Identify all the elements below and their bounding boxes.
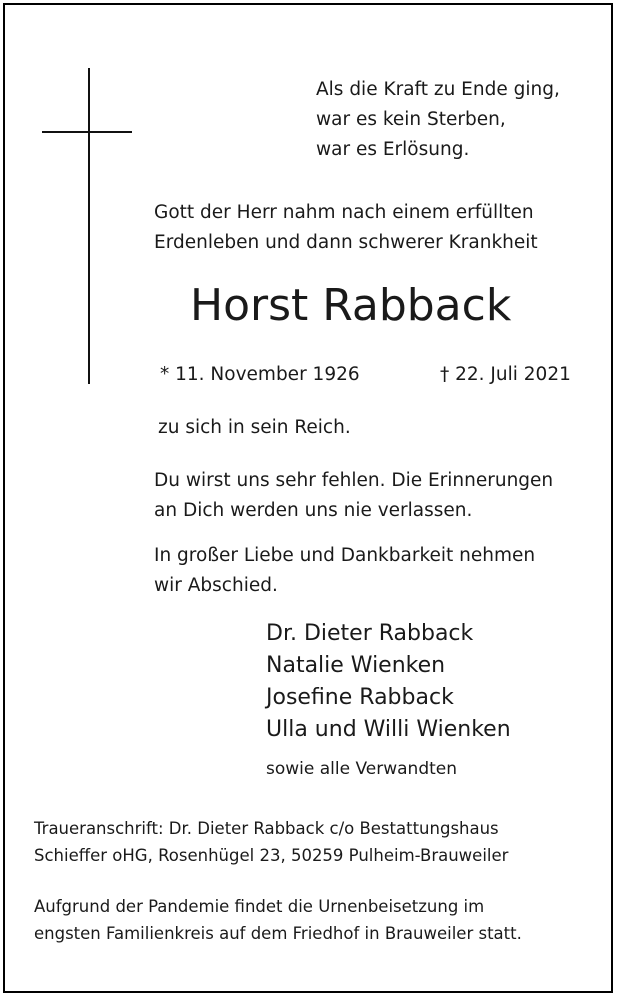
miss-text <box>154 466 553 526</box>
address-line: Traueranschrift: Dr. Dieter Rabback c/o Bestattungshaus <box>34 819 499 838</box>
mourner-name: Josefine Rabback <box>266 685 454 710</box>
birth-date: * 11. November 1926 <box>160 364 360 385</box>
mourner-name: Ulla und Willi Wienken <box>266 717 511 742</box>
cross-vertical-bar <box>88 68 90 384</box>
miss-line: an Dich werden uns nie verlassen. <box>154 500 473 521</box>
mourner-name: Natalie Wienken <box>266 653 446 678</box>
mourning-address <box>34 815 508 869</box>
farewell-text <box>154 541 535 601</box>
mourner-name: Dr. Dieter Rabback <box>266 621 474 646</box>
deceased-name: Horst Rabback <box>190 280 512 331</box>
farewell-line: In großer Liebe und Dankbarkeit nehmen <box>154 545 536 566</box>
cross-horizontal-bar <box>42 131 132 133</box>
notice-line: Aufgrund der Pandemie findet die Urnenbeisetzung im <box>34 897 485 916</box>
intro-text <box>154 198 538 258</box>
verse-line: war es kein Sterben, <box>316 109 506 130</box>
intro-line: Erdenleben und dann schwerer Krankheit <box>154 232 538 253</box>
into-kingdom-text: zu sich in sein Reich. <box>158 417 351 438</box>
verse-line: Als die Kraft zu Ende ging, <box>316 79 560 100</box>
mourners-list <box>266 618 511 746</box>
farewell-line: wir Abschied. <box>154 575 278 596</box>
pandemic-notice <box>34 893 522 947</box>
address-line: Schieffer oHG, Rosenhügel 23, 50259 Pulheim-Brauweiler <box>34 846 509 865</box>
death-date: † 22. Juli 2021 <box>440 364 571 385</box>
miss-line: Du wirst uns sehr fehlen. Die Erinnerungen <box>154 470 554 491</box>
relatives-text: sowie alle Verwandten <box>266 759 458 779</box>
verse <box>316 75 560 165</box>
verse-line: war es Erlösung. <box>316 139 470 160</box>
notice-line: engsten Familienkreis auf dem Friedhof in Brauweiler statt. <box>34 924 522 943</box>
intro-line: Gott der Herr nahm nach einem erfüllten <box>154 202 534 223</box>
